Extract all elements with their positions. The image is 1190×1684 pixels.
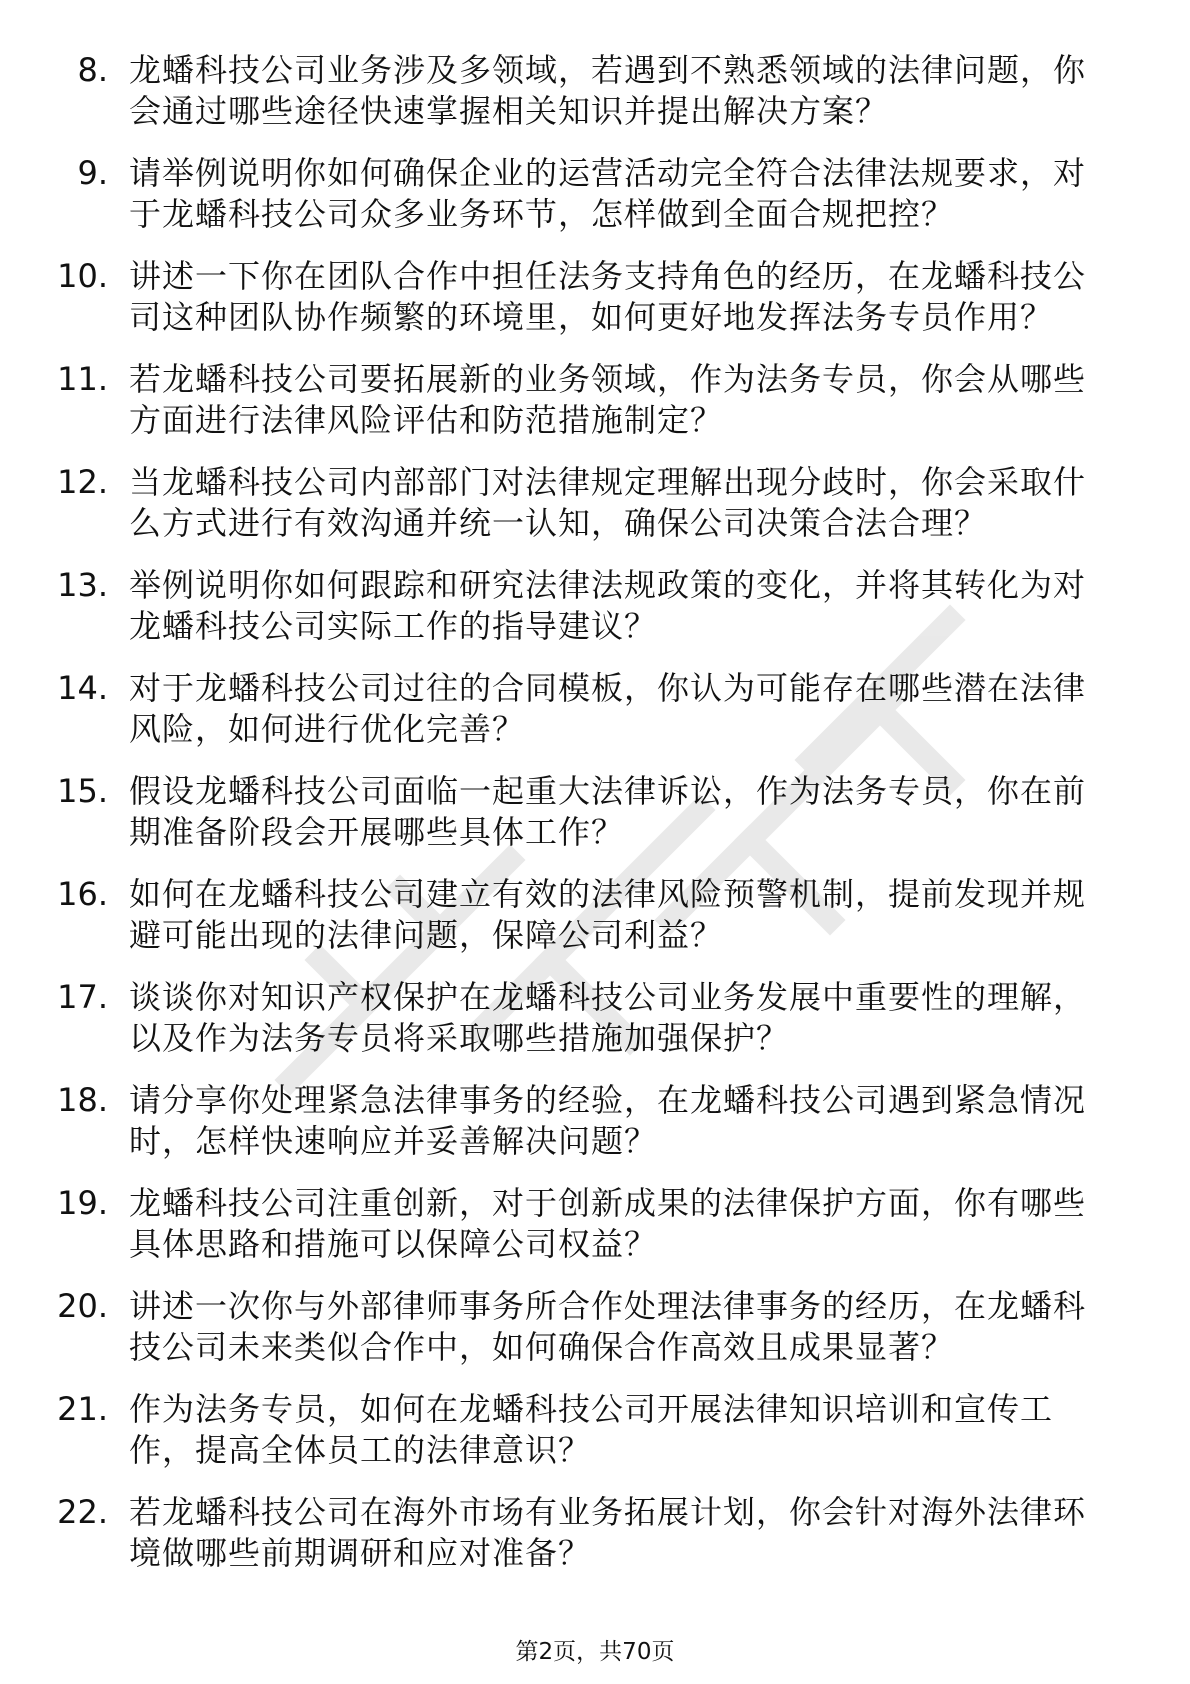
list-item xyxy=(0,153,1190,235)
list-item xyxy=(0,256,1190,338)
question-text: 如何在龙蟠科技公司建立有效的法律风险预警机制，提前发现并规避可能出现的法律问题，保障公司利益？ xyxy=(129,875,1087,954)
list-item xyxy=(0,50,1190,132)
list-item xyxy=(0,668,1190,750)
question-number: 17. xyxy=(57,978,108,1016)
page-footer xyxy=(0,1637,1190,1667)
question-number: 20. xyxy=(57,1287,108,1325)
question-number: 22. xyxy=(57,1493,108,1531)
question-number: 13. xyxy=(57,566,108,604)
question-text: 讲述一下你在团队合作中担任法务支持角色的经历，在龙蟠科技公司这种团队协作频繁的环境里，如何更好地发挥法务专员作用？ xyxy=(129,257,1087,336)
question-number: 19. xyxy=(57,1184,108,1222)
question-text: 龙蟠科技公司业务涉及多领域，若遇到不熟悉领域的法律问题，你会通过哪些途径快速掌握相关知识并提出解决方案？ xyxy=(129,51,1087,130)
list-item xyxy=(0,1389,1190,1471)
list-item xyxy=(0,1183,1190,1265)
question-text: 龙蟠科技公司注重创新，对于创新成果的法律保护方面，你有哪些具体思路和措施可以保障公司权益？ xyxy=(129,1184,1087,1263)
list-item xyxy=(0,462,1190,544)
question-number: 10. xyxy=(57,257,108,295)
question-number: 12. xyxy=(57,463,108,501)
question-text: 讲述一次你与外部律师事务所合作处理法律事务的经历，在龙蟠科技公司未来类似合作中，如何确保合作高效且成果显著？ xyxy=(129,1287,1087,1366)
question-text: 若龙蟠科技公司在海外市场有业务拓展计划，你会针对海外法律环境做哪些前期调研和应对准备？ xyxy=(129,1493,1087,1572)
question-number: 14. xyxy=(57,669,108,707)
list-item xyxy=(0,359,1190,441)
list-item xyxy=(0,977,1190,1059)
list-item xyxy=(0,1080,1190,1162)
question-text: 对于龙蟠科技公司过往的合同模板，你认为可能存在哪些潜在法律风险，如何进行优化完善？ xyxy=(129,669,1087,748)
question-text: 谈谈你对知识产权保护在龙蟠科技公司业务发展中重要性的理解，以及作为法务专员将采取哪些措施加强保护？ xyxy=(129,978,1087,1057)
question-text: 当龙蟠科技公司内部部门对法律规定理解出现分歧时，你会采取什么方式进行有效沟通并统一认知，确保公司决策合法合理？ xyxy=(129,463,1087,542)
question-text: 作为法务专员，如何在龙蟠科技公司开展法律知识培训和宣传工作，提高全体员工的法律意识？ xyxy=(129,1390,1054,1469)
list-item xyxy=(0,1492,1190,1574)
question-number: 21. xyxy=(57,1390,108,1428)
question-text: 请分享你处理紧急法律事务的经验，在龙蟠科技公司遇到紧急情况时，怎样快速响应并妥善解决问题？ xyxy=(129,1081,1087,1160)
question-number: 16. xyxy=(57,875,108,913)
list-item xyxy=(0,565,1190,647)
question-text: 请举例说明你如何确保企业的运营活动完全符合法律法规要求，对于龙蟠科技公司众多业务环节，怎样做到全面合规把控？ xyxy=(129,154,1087,233)
list-item xyxy=(0,874,1190,956)
question-number: 11. xyxy=(57,360,108,398)
list-item xyxy=(0,771,1190,853)
question-text: 若龙蟠科技公司要拓展新的业务领域，作为法务专员，你会从哪些方面进行法律风险评估和防范措施制定？ xyxy=(129,360,1087,439)
question-number: 18. xyxy=(57,1081,108,1119)
question-number: 15. xyxy=(57,772,108,810)
question-number: 8. xyxy=(77,51,108,89)
question-list xyxy=(0,50,1190,1595)
question-text: 举例说明你如何跟踪和研究法律法规政策的变化，并将其转化为对龙蟠科技公司实际工作的指导建议？ xyxy=(129,566,1087,645)
question-number: 9. xyxy=(77,154,108,192)
page-number: 第2页，共70页 xyxy=(515,1639,675,1665)
question-text: 假设龙蟠科技公司面临一起重大法律诉讼，作为法务专员，你在前期准备阶段会开展哪些具体工作？ xyxy=(129,772,1087,851)
list-item xyxy=(0,1286,1190,1368)
